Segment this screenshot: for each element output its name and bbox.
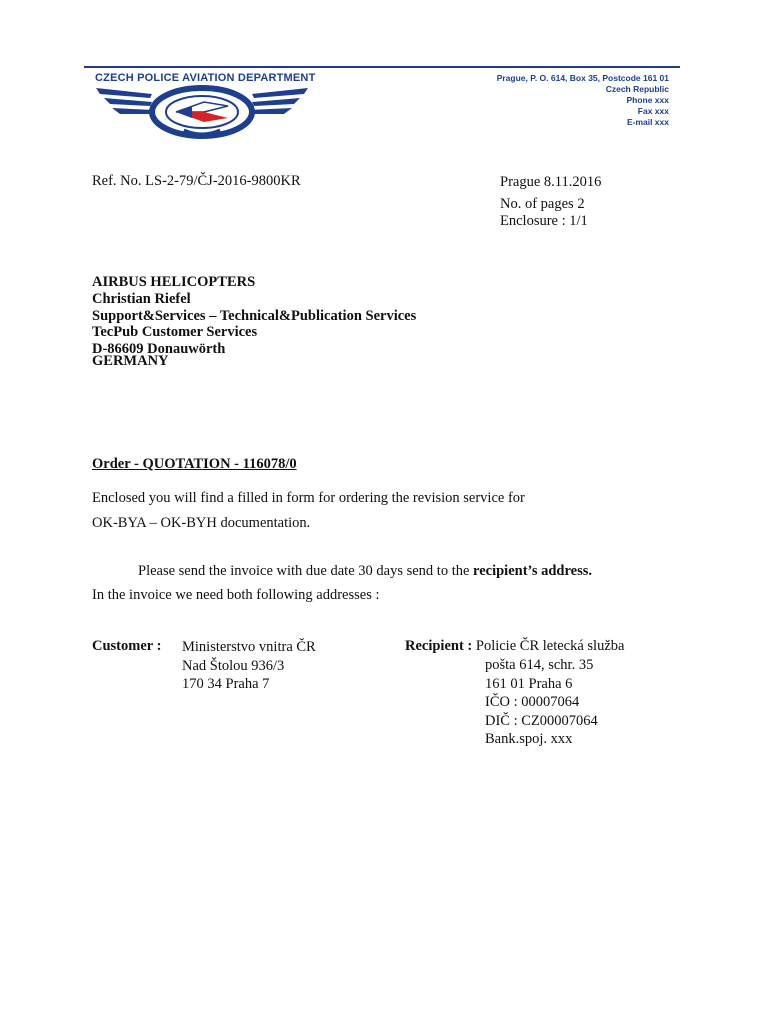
enclosure: Enclosure : 1/1 (500, 213, 588, 229)
recipient-label: Recipient : (405, 638, 473, 654)
recipient-line: DIČ : CZ00007064 (485, 712, 598, 729)
addressee-company: AIRBUS HELICOPTERS (92, 274, 256, 290)
customer-label: Customer : (92, 638, 162, 654)
paragraph-2-text: Please send the invoice with due date 30 days send to the (138, 563, 474, 579)
recipient-line: Policie ČR letecká služba (475, 638, 625, 654)
addressee-unit: TecPub Customer Services (92, 324, 258, 340)
contact-email: E-mail xxx (626, 117, 669, 127)
recipient-address-emphasis: recipient’s address. (473, 563, 592, 579)
customer-line: Ministerstvo vnitra ČR (182, 639, 316, 655)
contact-address: Prague, P. O. 614, Box 35, Postcode 161 01 (496, 73, 669, 83)
paragraph-3: In the invoice we need both following addresses : (92, 587, 380, 603)
recipient-line: IČO : 00007064 (485, 694, 580, 710)
paragraph-2 (138, 563, 592, 580)
recipient-address (485, 656, 598, 749)
letter-date: Prague 8.11.2016 (500, 174, 602, 190)
recipient-first-row (405, 638, 624, 655)
subject-line: Order - QUOTATION - 116078/0 (92, 456, 297, 472)
contact-phone: Phone xxx (626, 95, 669, 105)
customer-address (182, 638, 316, 694)
addressee-country: GERMANY (92, 353, 169, 369)
contact-block (497, 73, 669, 128)
addressee-department: Support&Services – Technical&Publication Services (92, 308, 417, 324)
customer-line: 170 34 Praha 7 (182, 676, 270, 692)
department-name: CZECH POLICE AVIATION DEPARTMENT (95, 72, 316, 84)
page-count: No. of pages 2 (500, 196, 585, 212)
recipient-line: pošta 614, schr. 35 (485, 657, 594, 673)
contact-fax: Fax xxx (637, 106, 669, 116)
addressee-person: Christian Riefel (92, 291, 191, 307)
paragraph-1-line-1: Enclosed you will find a filled in form for ordering the revision service for (92, 490, 525, 506)
recipient-line: Bank.spoj. xxx (485, 731, 573, 747)
addressee-city: D-86609 Donauwörth (92, 341, 226, 357)
contact-country: Czech Republic (605, 84, 669, 94)
recipient-line: 161 01 Praha 6 (485, 675, 573, 692)
police-aviation-logo (92, 84, 312, 140)
reference-number: Ref. No. LS-2-79/ČJ-2016-9800KR (92, 173, 301, 189)
customer-line: Nad Štolou 936/3 (182, 657, 285, 674)
header-rule (84, 66, 680, 68)
paragraph-1-line-2: OK-BYA – OK-BYH documentation. (92, 515, 311, 531)
